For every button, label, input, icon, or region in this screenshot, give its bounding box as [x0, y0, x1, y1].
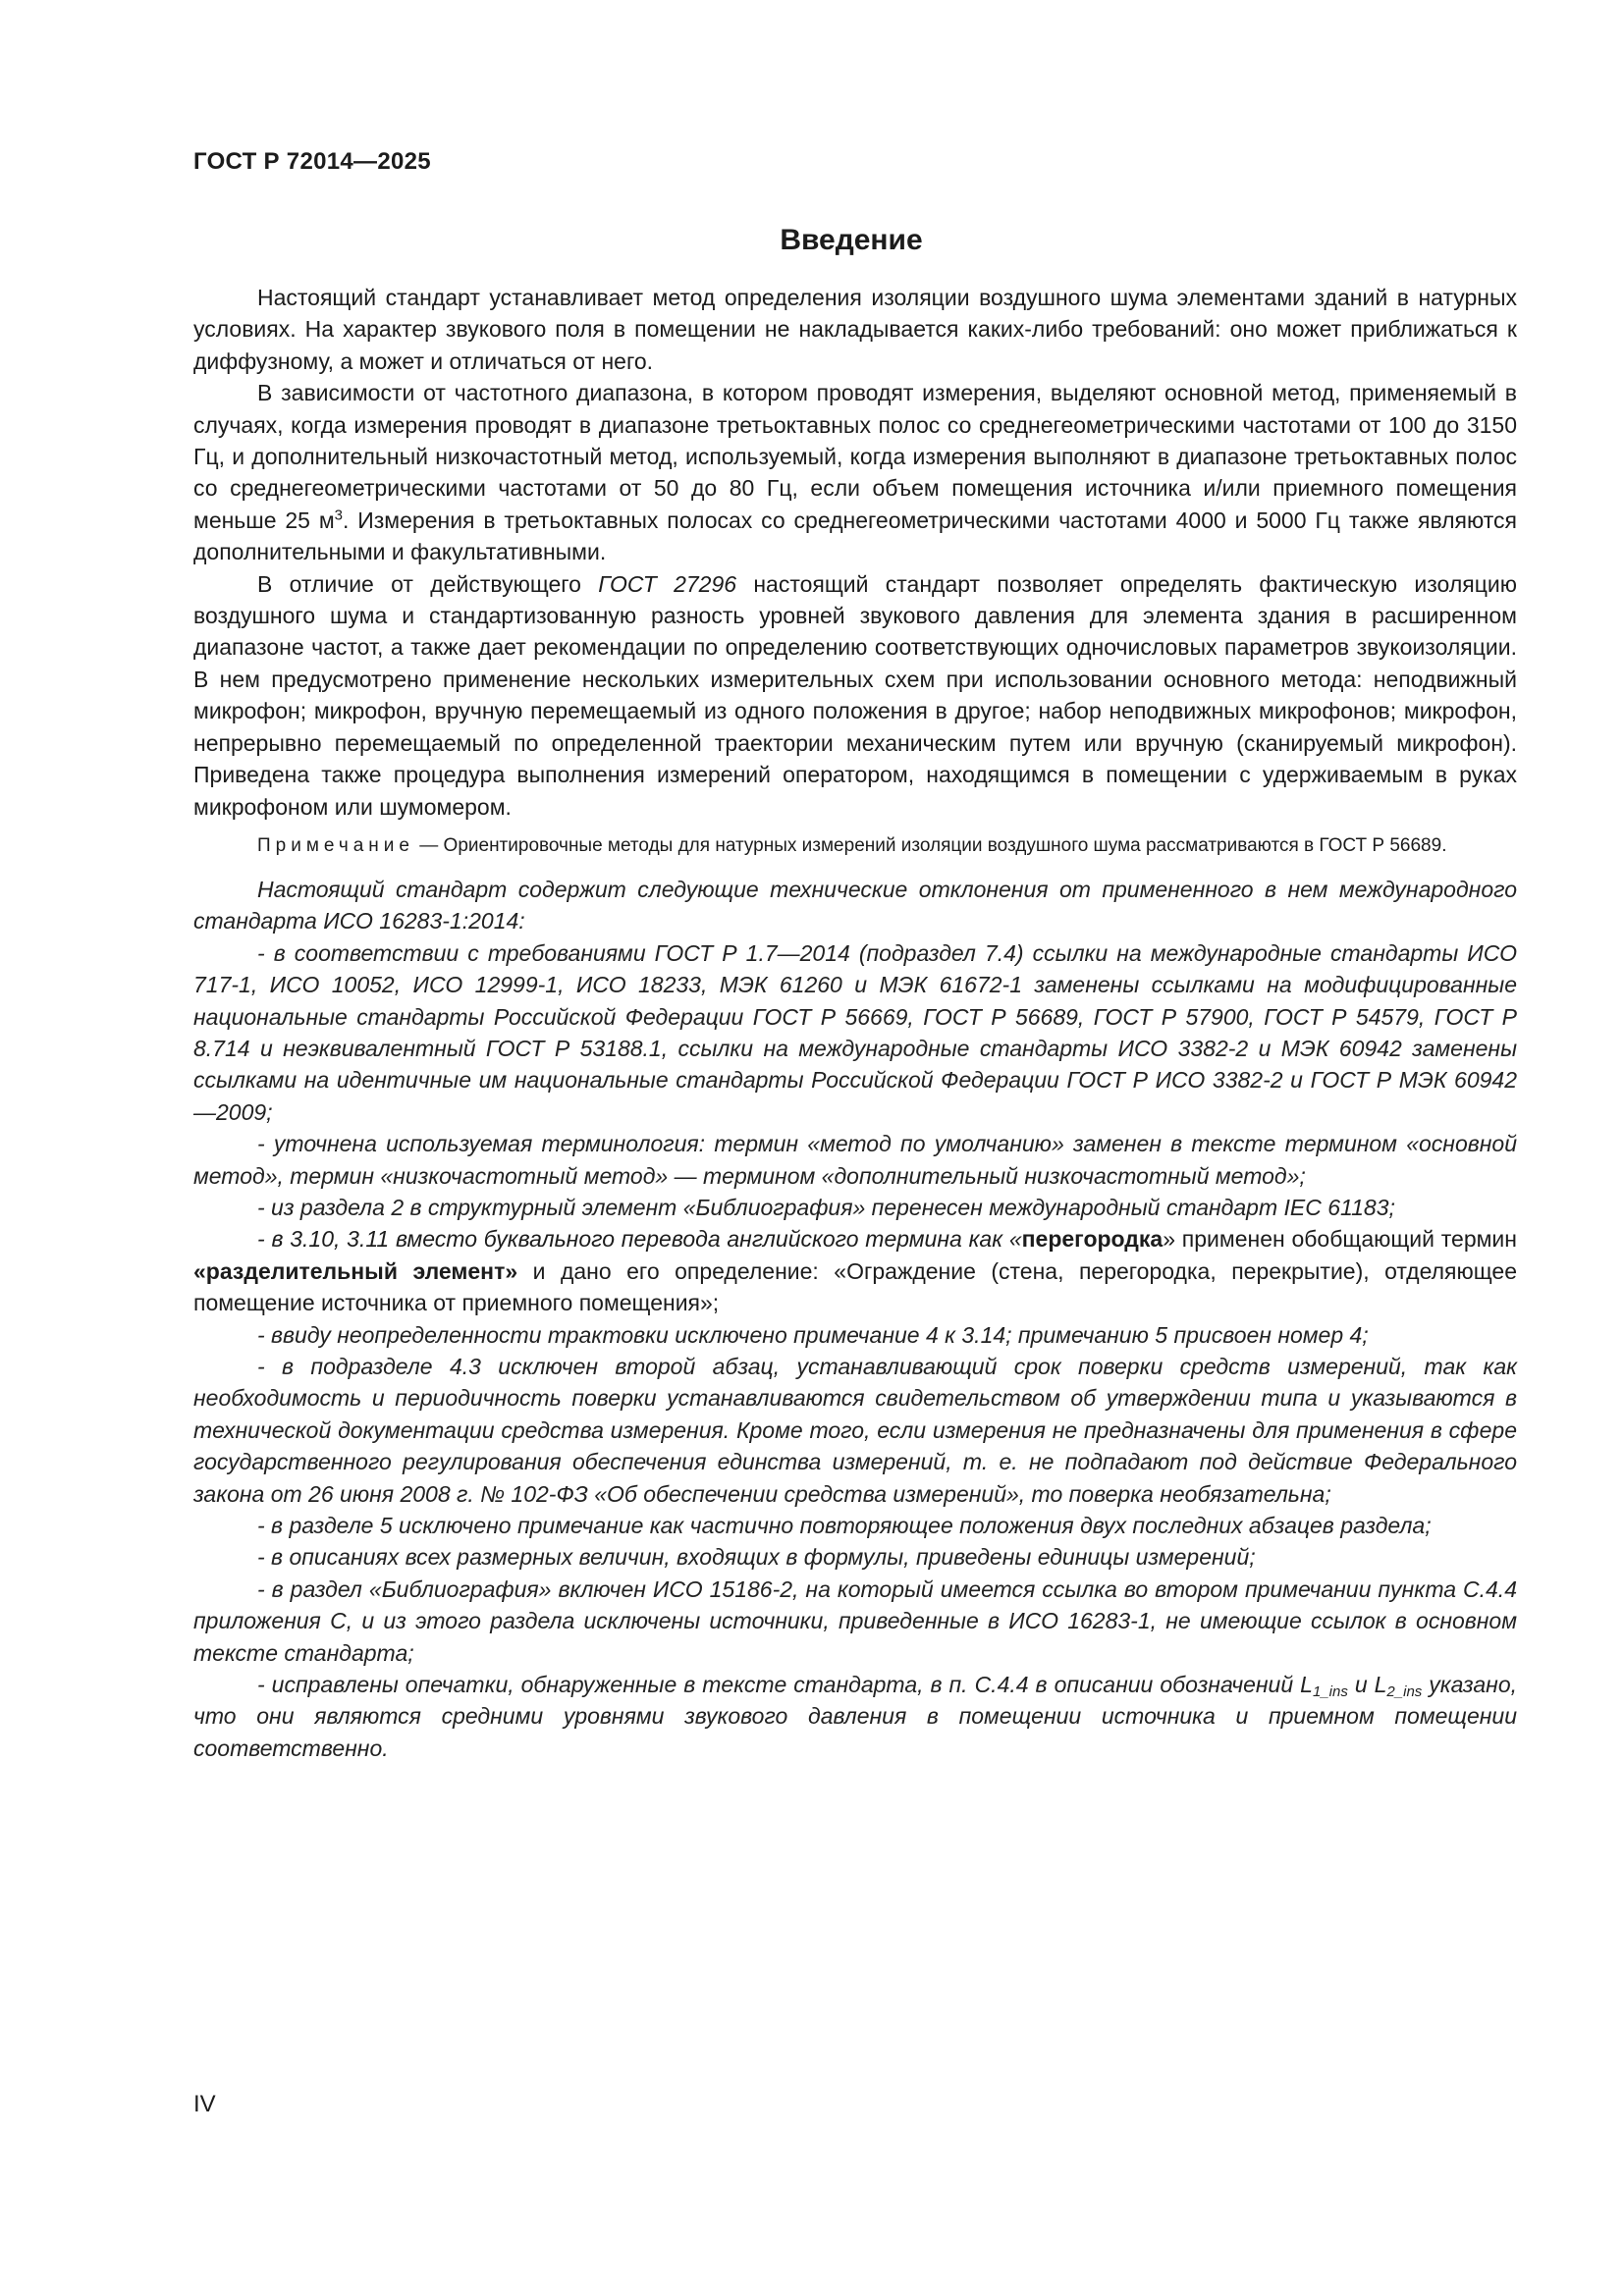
- bold-term: перегородка: [1021, 1226, 1164, 1253]
- symbol: L: [1374, 1672, 1387, 1698]
- paragraph-text: В зависимости от частотного диапазона, в котором проводят измерения, выделяют основной метод, применяемый в случаях, когда измерения проводят в диапазоне третьоктавных полос со среднегеометрическими частотами от 100 до 3150 Гц, и дополнительный низкочастотный метод, используемый, когда измерения выполняют в диапазоне третьоктавных полос со среднегеометрическими частотами от 50 до 80 Гц, если объем помещения источника и/или приемного помещения меньше 25 м: [193, 380, 1517, 533]
- list-item: - из раздела 2 в структурный элемент «Библиография» перенесен международный стандарт IEC 61183;: [257, 1194, 1395, 1220]
- list-item: - в соответствии с требованиями ГОСТ Р 1.7—2014 (подраздел 7.4) ссылки на международные стандарты ИСО 717-1, ИСО 10052, ИСО 12999-1, ИСО 18233, МЭК 61260 и МЭК 61672-1 заменены ссылками на модифицированные национальные стандарты Российской Федерации ГОСТ Р 56669, ГОСТ Р 56689, ГОСТ Р 57900, ГОСТ Р 54579, ГОСТ Р 8.714 и неэквивалентный ГОСТ Р 53188.1, ссылки на международные стандарты ИСО 3382-2 и МЭК 60942 заменены ссылками на идентичные им национальные стандарты Российской Федерации ГОСТ Р ИСО 3382-2 и ГОСТ Р МЭК 60942—2009;: [193, 939, 1517, 1125]
- list-item: - в раздел «Библиография» включен ИСО 15186-2, на который имеется ссылка во втором примечании пункта С.4.4 приложения С, и из этого раздела исключены источники, приведенные в ИСО 16283-1, не имеющие ссылок в основном тексте стандарта;: [193, 1575, 1517, 1666]
- list-item: - в подразделе 4.3 исключен второй абзац, устанавливающий срок поверки средств измерений, так как необходимость и периодичность поверки устанавливаются свидетельством об утверждении типа и указываются в технической документации средства измерения. Кроме того, если измерения не предназначены для применения в сфере государственного регулирования обеспечения единства измерений, т. е. не подпадают под действие Федерального закона от 26 июня 2008 г. № 102-ФЗ «Об обеспечении средства измерений», то поверка необязательна;: [193, 1354, 1517, 1507]
- subscript: 1_ins: [1312, 1683, 1348, 1701]
- subscript: 2_ins: [1386, 1683, 1423, 1701]
- document-code-header: ГОСТ Р 72014—2025: [193, 148, 431, 175]
- paragraph-text: настоящий стандарт позволяет определять фактическую изоляцию воздушного шума и стандартизованную разность уровней звукового давления для элемента здания в расширенном диапазоне частот, а также дает рекомендации по определению соответствующих одночисловых параметров звукоизоляции. В нем предусмотрено применение нескольких измерительных схем при использовании основного метода: неподвижный микрофон; микрофон, вручную перемещаемый из одного положения в другое; набор неподвижных микрофонов; микрофон, непрерывно перемещаемый по определенной траектории механическим путем или вручную (сканируемый микрофон). Приведена также процедура выполнения измерений оператором, находящимся в помещении с удерживаемым в руках микрофоном или шумомером.: [193, 570, 1517, 820]
- list-item-text: и дано его определение: «Ограждение (стена, перегородка, перекрытие), отделяющее помещение источника от приемного помещения»;: [193, 1257, 1517, 1316]
- page-number: IV: [193, 2091, 216, 2117]
- document-body: [193, 282, 1517, 1764]
- note-label: Примечание: [257, 834, 414, 856]
- standard-reference: ГОСТ 27296: [598, 570, 737, 597]
- list-item-text: и: [1347, 1672, 1375, 1698]
- list-item: [193, 1669, 1517, 1764]
- paragraph-text: В отличие от действующего: [257, 570, 599, 597]
- paragraph: [193, 377, 1517, 567]
- section-title: Введение: [780, 224, 923, 256]
- list-item: - в разделе 5 исключено примечание как частично повторяющее положения двух последних абзацев раздела;: [257, 1513, 1432, 1539]
- paragraph-text: . Измерения в третьоктавных полосах со среднегеометрическими частотами 4000 и 5000 Гц также являются дополнительными и факультативными.: [193, 507, 1517, 565]
- superscript: 3: [334, 507, 343, 524]
- symbol: L: [1300, 1672, 1313, 1698]
- list-item-text: » применен обобщающий термин: [1163, 1226, 1517, 1253]
- list-item-text: указано, что они являются средними уровнями звукового давления в помещении источника и приемном помещении соответственно.: [193, 1672, 1517, 1761]
- list-item: [193, 1223, 1517, 1318]
- list-item: - ввиду неопределенности трактовки исключено примечание 4 к 3.14; примечанию 5 присвоен номер 4;: [257, 1321, 1369, 1348]
- list-item: - в описаниях всех размерных величин, входящих в формулы, приведены единицы измерений;: [257, 1544, 1256, 1571]
- note-text: — Ориентировочные методы для натурных измерений изоляции воздушного шума рассматриваются в ГОСТ Р 56689.: [413, 834, 1447, 856]
- list-item-text: - исправлены опечатки, обнаруженные в тексте стандарта, в п. С.4.4 в описании обозначений: [257, 1672, 1301, 1698]
- paragraph: [193, 568, 1517, 823]
- list-item-text: - в 3.10, 3.11 вместо буквального перевода английского термина как «: [257, 1226, 1022, 1253]
- bold-term: «разделительный элемент»: [193, 1257, 518, 1284]
- note: [193, 832, 1517, 860]
- paragraph: Настоящий стандарт устанавливает метод определения изоляции воздушного шума элементами зданий в натурных условиях. На характер звукового поля в помещении не накладывается каких-либо требований: оно может приближаться к диффузному, а может и отличаться от него.: [193, 285, 1517, 374]
- list-item: - уточнена используемая терминология: термин «метод по умолчанию» заменен в тексте термином «основной метод», термин «низкочастотный метод» — термином «дополнительный низкочастотный метод»;: [193, 1131, 1517, 1189]
- deviations-lead: Настоящий стандарт содержит следующие технические отклонения от примененного в нем международного стандарта ИСО 16283-1:2014:: [193, 876, 1517, 934]
